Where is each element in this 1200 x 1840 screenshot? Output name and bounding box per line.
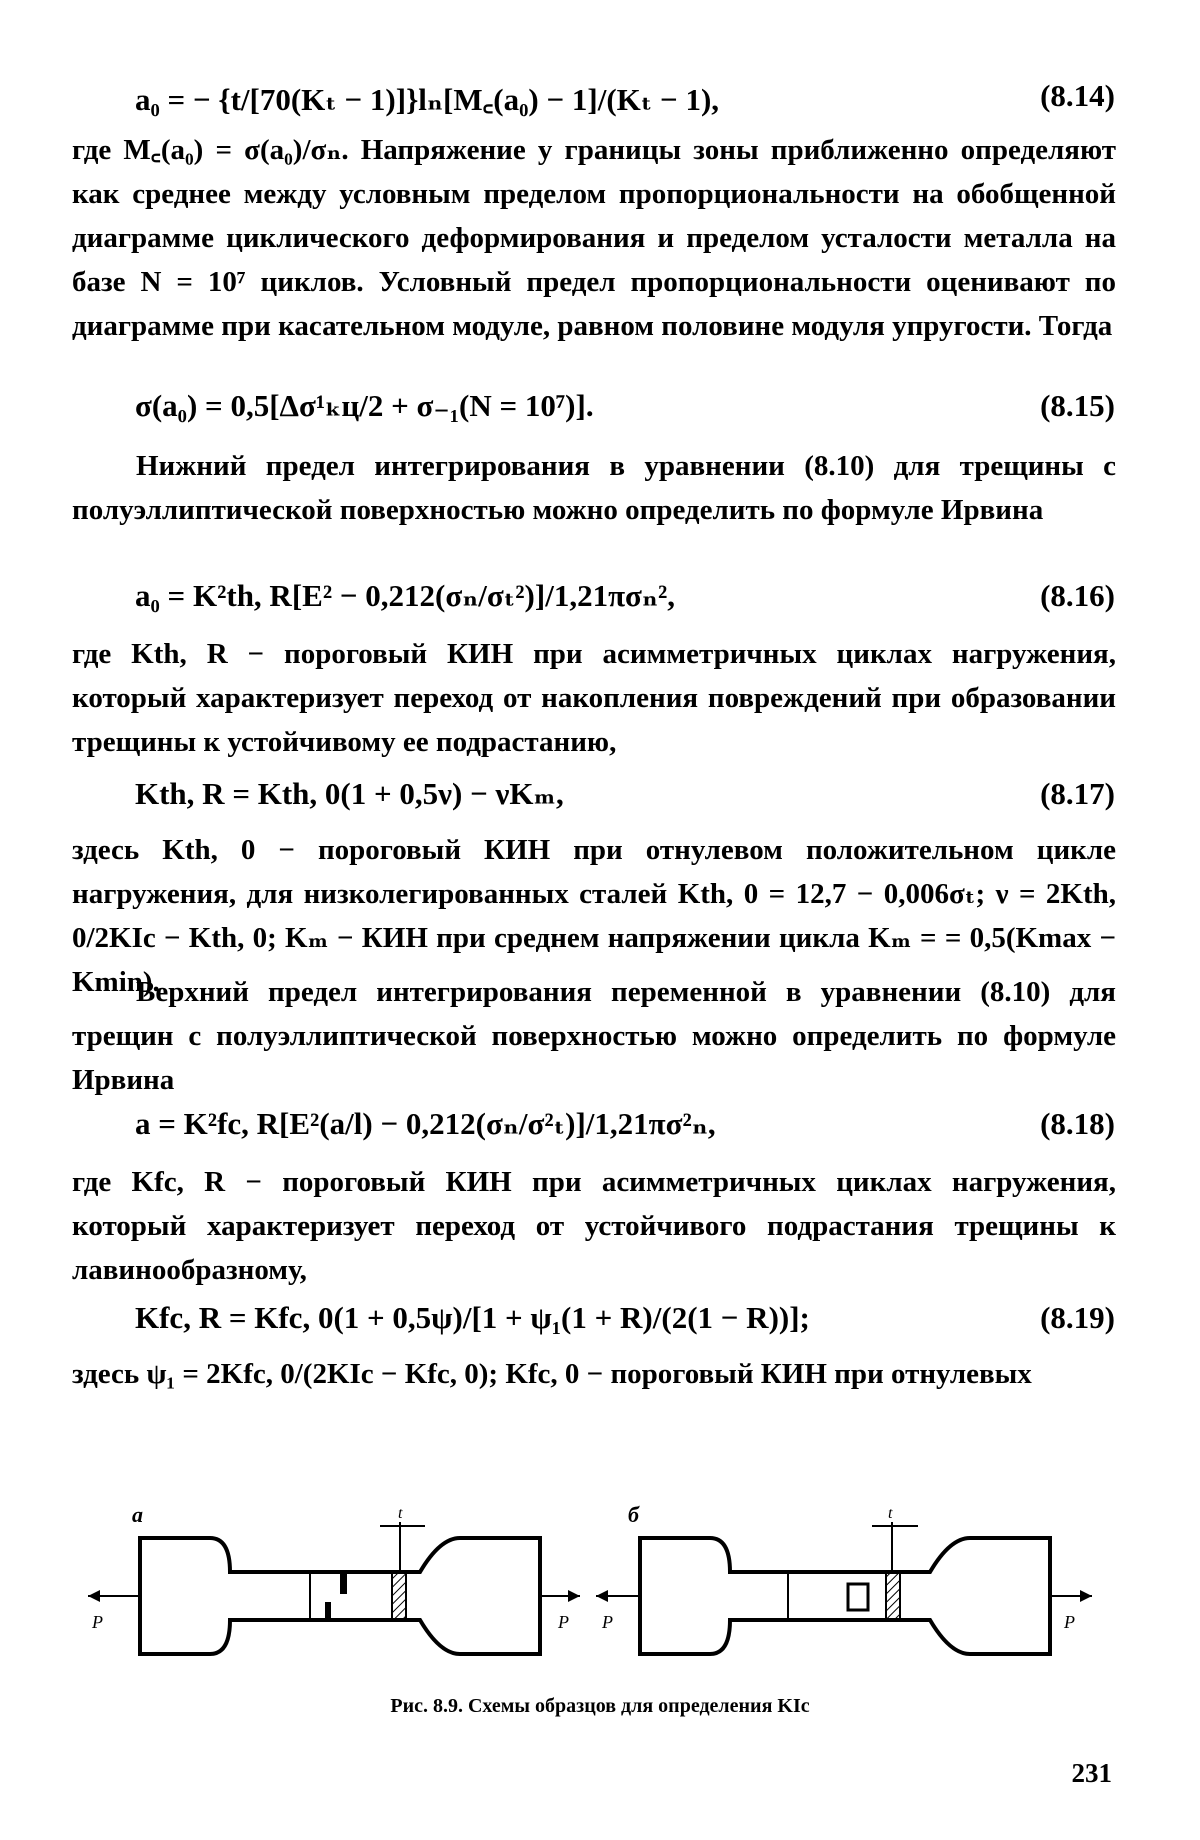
specimen-figure [80, 1500, 1120, 1685]
paragraph-4: здесь Kth, 0 − пороговый КИН при отнулевом положительном цикле нагружения, для низколегированных сталей Kth, 0 = 12,7 − 0,006σₜ; ν = 2Kth, 0/2KIc − Kth, 0; Kₘ − КИН при среднем напряжении цикла Kₘ = = 0,5(Kmax − Kmin). [72, 834, 1116, 998]
hatched-section [886, 1572, 900, 1620]
equation-8-15 [135, 388, 1115, 424]
force-label: P [1064, 1612, 1075, 1632]
equation-number: (8.15) [1040, 388, 1115, 423]
central-crack [848, 1584, 868, 1610]
paragraph-6: где Kfc, R − пороговый КИН при асимметричных циклах нагружения, который характеризует переход от устойчивого подрастания трещины к лавинообразному, [72, 1166, 1116, 1286]
equation-8-16 [135, 578, 1115, 614]
equation-text: a₀ = − {t/[70(Kₜ − 1)]}lₙ[M꜀(a₀) − 1]/(Kₜ − 1), [135, 82, 720, 117]
figure-label-b: б [628, 1502, 639, 1527]
paragraph-7: здесь ψ₁ = 2Kfc, 0/(2KIc − Kfc, 0); Kfc, 0 − пороговый КИН при отнулевых [72, 1358, 1032, 1390]
paragraph-1: где M꜀(a₀) = σ(a₀)/σₙ. Напряжение у границы зоны приближенно определяют как среднее между условным пределом пропорциональности на обобщенной диаграмме циклического деформирования и пределом усталости металла на базе N = 10⁷ циклов. Условный предел пропорциональности оценивают по диаграмме при касательном модуле, равном половине модуля упругости. Тогда [72, 134, 1116, 342]
specimen-a [88, 1505, 580, 1654]
equation-number: (8.16) [1040, 578, 1115, 613]
hatched-section [392, 1572, 406, 1620]
crack-notch-mark [340, 1572, 347, 1594]
figure-caption: Рис. 8.9. Схемы образцов для определения KIc [390, 1695, 810, 1717]
dimension-t-label: t [888, 1505, 893, 1522]
specimen-b [596, 1505, 1092, 1654]
equation-number: (8.17) [1040, 776, 1115, 811]
equation-text: σ(a₀) = 0,5[Δσ¹ₖц/2 + σ₋₁(N = 10⁷)]. [135, 388, 594, 423]
dimension-t-label: t [398, 1505, 403, 1522]
figure-label-a: а [132, 1502, 143, 1527]
force-label: P [602, 1612, 613, 1632]
equation-8-14 [135, 78, 1115, 120]
equation-8-18 [135, 1106, 1115, 1142]
force-label: P [92, 1612, 103, 1632]
crack-notch-mark [325, 1602, 331, 1620]
paragraph-3: где Kth, R − пороговый КИН при асимметричных циклах нагружения, который характеризует переход от накопления повреждений при образовании трещины к устойчивому ее подрастанию, [72, 638, 1116, 758]
equation-text: Kth, R = Kth, 0(1 + 0,5ν) − νKₘ, [135, 776, 564, 811]
equation-number: (8.14) [1040, 78, 1115, 113]
paragraph-5: Верхний предел интегрирования переменной в уравнении (8.10) для трещин с полуэллиптической поверхностью можно определить по формуле Ирвина [72, 976, 1116, 1096]
specimen-drawing [80, 1500, 1120, 1685]
equation-text: Kfc, R = Kfc, 0(1 + 0,5ψ)/[1 + ψ₁(1 + R)/(2(1 − R))]; [135, 1300, 810, 1335]
equation-number: (8.18) [1040, 1106, 1115, 1141]
equation-8-17 [135, 776, 1115, 812]
equation-8-19 [135, 1300, 1115, 1336]
page-number: 231 [1071, 1758, 1112, 1788]
force-label: P [558, 1612, 569, 1632]
paragraph-2: Нижний предел интегрирования в уравнении (8.10) для трещины с полуэллиптической поверхностью можно определить по формуле Ирвина [72, 450, 1116, 526]
equation-text: a = K²fc, R[E²(a/l) − 0,212(σₙ/σ²ₜ)]/1,21πσ²ₙ, [135, 1106, 716, 1141]
equation-text: a₀ = K²th, R[E² − 0,212(σₙ/σₜ²)]/1,21πσₙ², [135, 578, 676, 613]
equation-number: (8.19) [1040, 1300, 1115, 1335]
